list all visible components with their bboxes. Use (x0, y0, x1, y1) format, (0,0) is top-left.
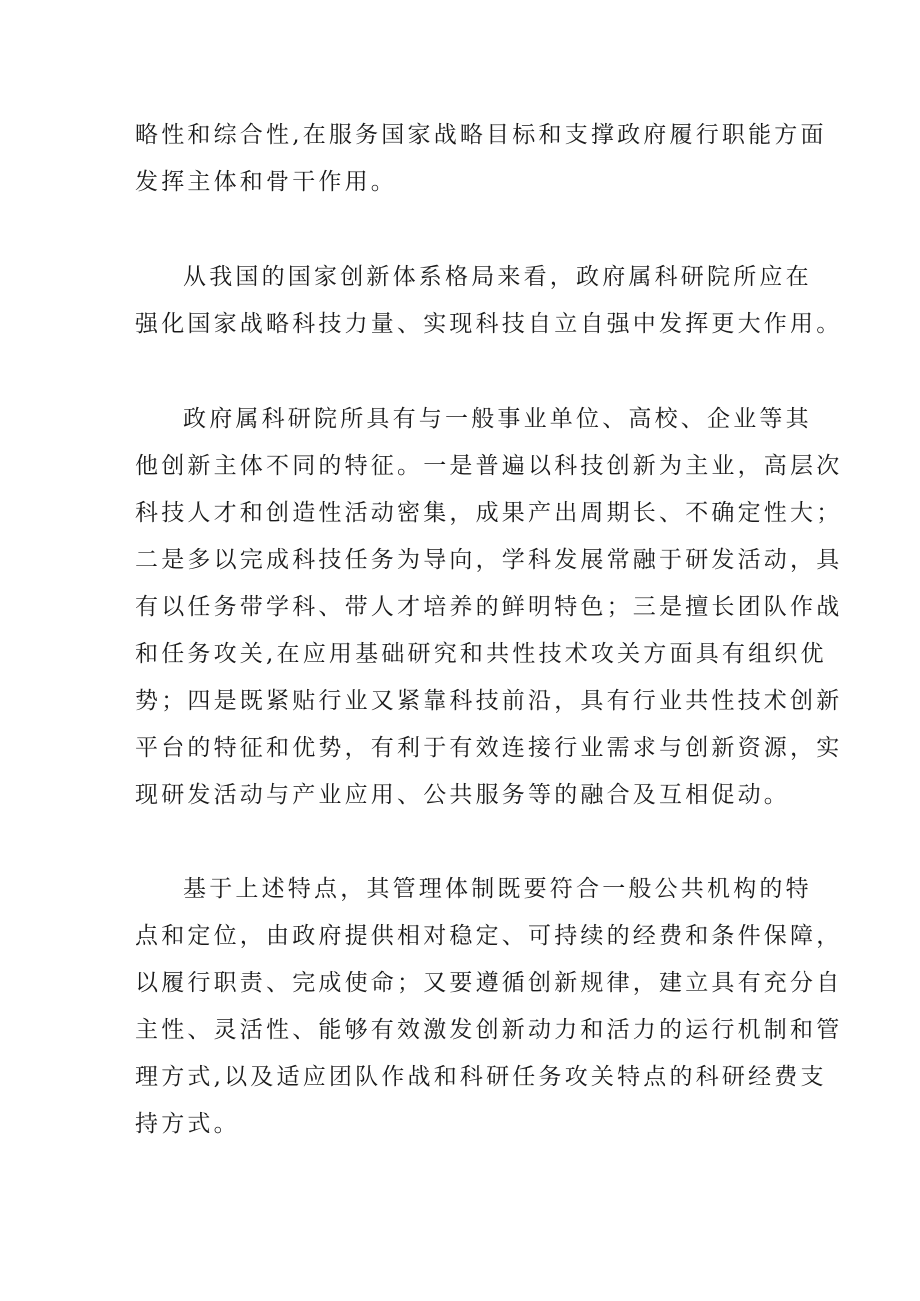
paragraph-line: 和任务攻关,在应用基础研究和共性技术攻关方面具有组织优 (135, 641, 827, 667)
paragraph-line: 持方式。 (135, 1111, 240, 1137)
paragraph-line: 政府属科研院所具有与一般事业单位、高校、企业等其 (183, 406, 812, 432)
paragraph-line: 势；四是既紧贴行业又紧靠科技前沿，具有行业共性技术创新 (135, 688, 843, 714)
paragraph-line: 基于上述特点，其管理体制既要符合一般公共机构的特 (183, 876, 812, 902)
paragraph-line: 主性、灵活性、能够有效激发创新动力和活力的运行机制和管 (135, 1017, 843, 1043)
paragraph-line: 现研发活动与产业应用、公共服务等的融合及互相促动。 (135, 782, 790, 808)
paragraph-line: 点和定位，由政府提供相对稳定、可持续的经费和条件保障， (135, 923, 843, 949)
paragraph-line: 科技人才和创造性活动密集，成果产出周期长、不确定性大； (135, 500, 843, 526)
paragraph-line: 二是多以完成科技任务为导向，学科发展常融于研发活动，具 (135, 547, 843, 573)
paragraph-line: 发挥主体和骨干作用。 (135, 169, 397, 195)
paragraph-line: 平台的特征和优势，有利于有效连接行业需求与创新资源，实 (135, 735, 843, 761)
paragraph-line: 有以任务带学科、带人才培养的鲜明特色；三是擅长团队作战 (135, 594, 843, 620)
paragraph-3 (135, 396, 843, 819)
paragraph-line: 以履行职责、完成使命；又要遵循创新规律，建立具有充分自 (135, 970, 843, 996)
paragraph-line: 略性和综合性,在服务国家战略目标和支撑政府履行职能方面 (135, 122, 827, 148)
paragraph-1 (135, 112, 827, 206)
paragraph-line: 他创新主体不同的特征。一是普遍以科技创新为主业，高层次 (135, 453, 843, 479)
paragraph-line: 从我国的国家创新体系格局来看，政府属科研院所应在 (183, 264, 812, 290)
paragraph-4 (135, 866, 843, 1148)
paragraph-line: 强化国家战略科技力量、实现科技自立自强中发挥更大作用。 (135, 311, 843, 337)
paragraph-line: 理方式,以及适应团队作战和科研任务攻关特点的科研经费支 (135, 1064, 827, 1090)
paragraph-2 (135, 254, 843, 348)
